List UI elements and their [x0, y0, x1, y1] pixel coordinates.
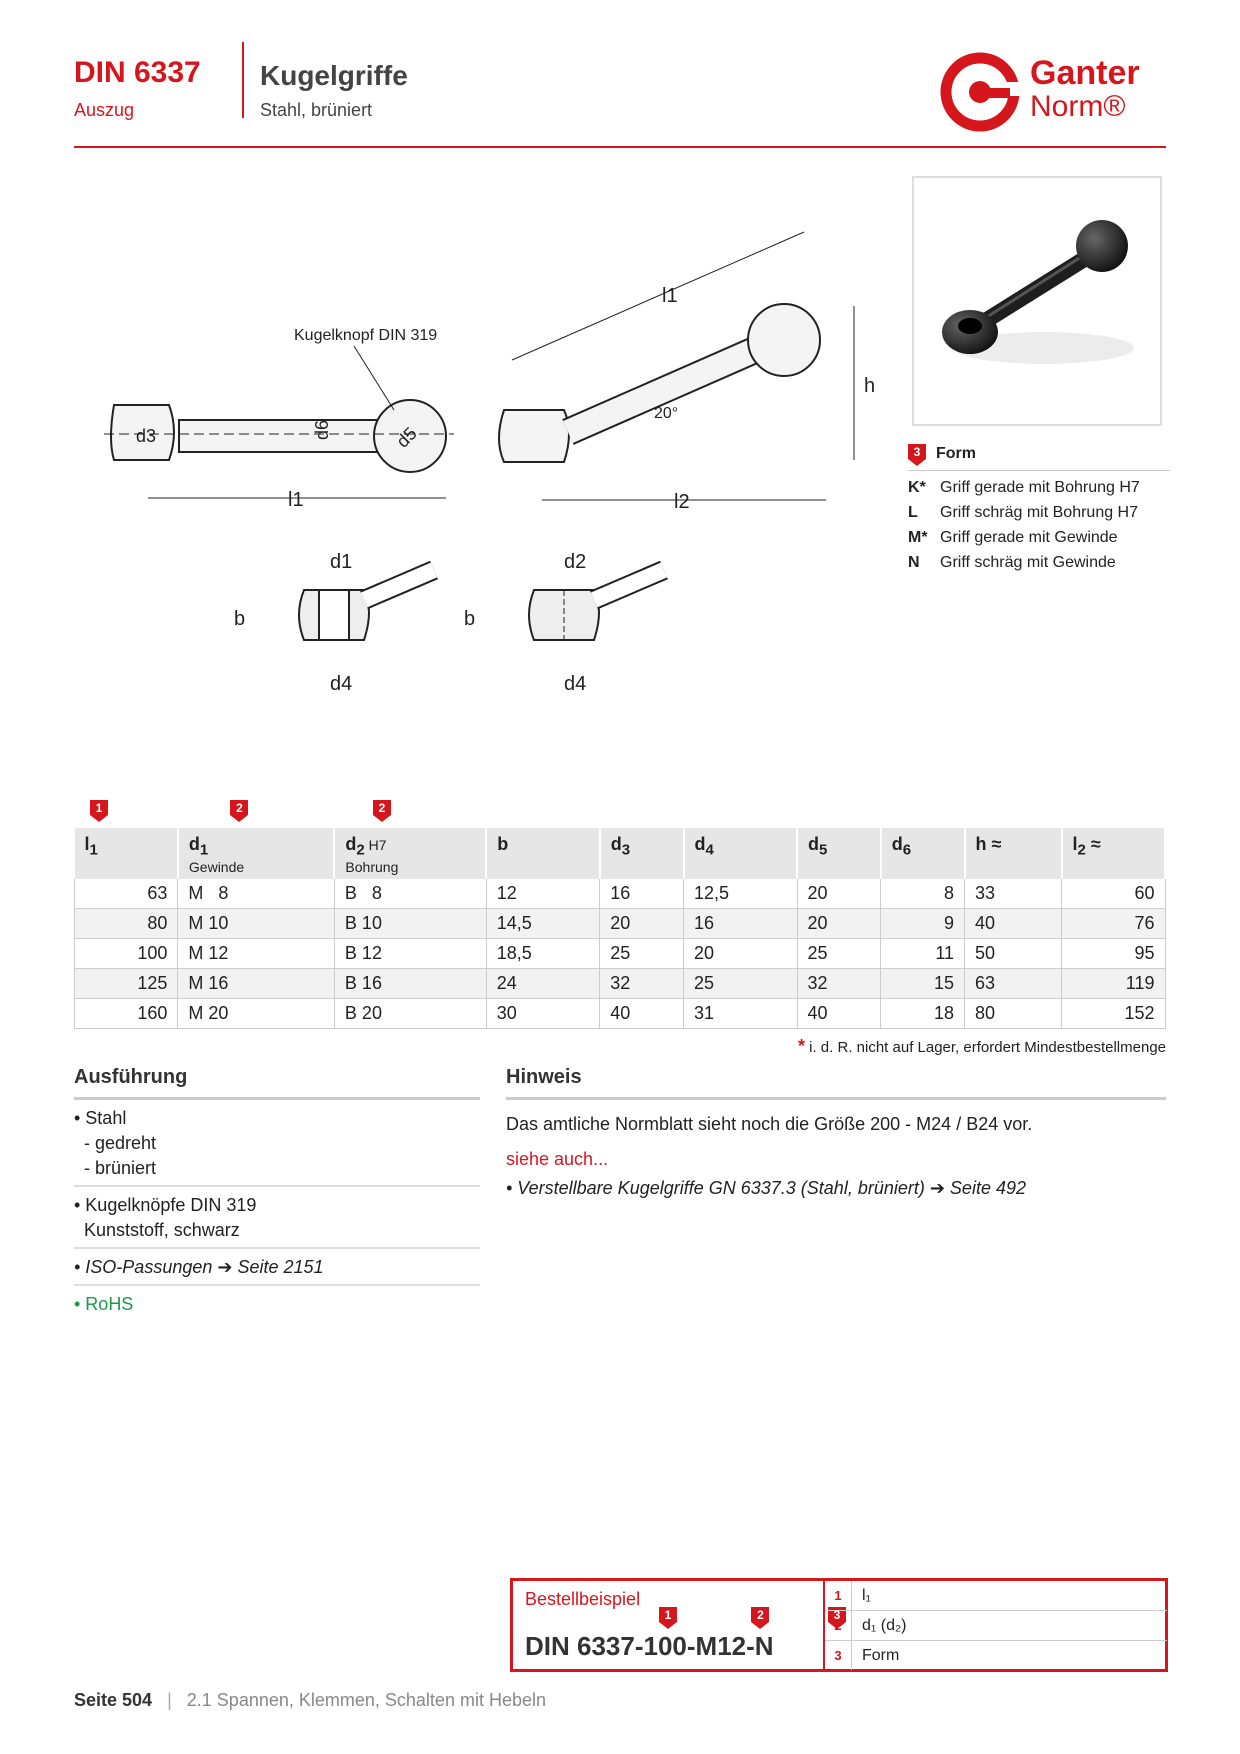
ausfuehrung-line: - brüniert	[74, 1158, 157, 1178]
table-cell: 16	[684, 908, 798, 938]
table-cell: 80	[75, 908, 178, 938]
page-footer: Seite 504 | 2.1 Spannen, Klemmen, Schalten mit Hebeln	[74, 1690, 546, 1710]
table-cell: 95	[1062, 938, 1165, 968]
section-name: 2.1 Spannen, Klemmen, Schalten mit Hebeln	[186, 1690, 546, 1710]
order-legend-row: 3 Form	[825, 1641, 1167, 1670]
table-cell: 119	[1062, 968, 1165, 998]
table-row	[75, 998, 1166, 1028]
form-legend-heading: 3 Form	[908, 444, 1170, 471]
table-cell: 152	[1062, 998, 1165, 1028]
ausfuehrung-line: • RoHS	[74, 1294, 134, 1314]
ausfuehrung-line: • ISO-Passungen ➔ Seite 2151	[74, 1257, 324, 1277]
col-header-d4: $d_4$	[684, 828, 798, 879]
logo-text-ganter: Ganter	[1030, 54, 1140, 92]
col-header-d2: $d_2$ H7 Bohrung	[334, 828, 486, 879]
technical-drawing	[74, 170, 894, 730]
table-cell: B 8	[334, 879, 486, 909]
ausfuehrung-line: Kunststoff, schwarz	[74, 1220, 240, 1240]
table-cell: 32	[797, 968, 881, 998]
table-cell: M 8	[178, 879, 335, 909]
svg-text:d4: d4	[330, 673, 353, 695]
table-cell: 9	[881, 908, 965, 938]
svg-text:b: b	[464, 608, 476, 630]
order-example-label: Bestellbeispiel	[525, 1589, 641, 1609]
table-cell: 25	[684, 968, 798, 998]
table-cell: 12,5	[684, 879, 798, 909]
header-divider	[242, 42, 244, 118]
col-header-d3: $d_3$	[600, 828, 684, 879]
svg-text:l1: l1	[288, 489, 304, 511]
table-cell: 25	[797, 938, 881, 968]
table-cell: B 10	[334, 908, 486, 938]
marker-badge: 3	[828, 1607, 846, 1627]
svg-text:l1: l1	[662, 285, 678, 307]
form-option: L Griff schräg mit Bohrung H7	[908, 503, 1139, 521]
svg-text:d5: d5	[392, 423, 421, 452]
page-number: Seite 504	[74, 1690, 153, 1710]
table-cell: 30	[486, 998, 600, 1028]
table-cell: 20	[797, 879, 881, 909]
col-header-d1: $d_1$ Gewinde	[178, 828, 335, 879]
table-header-row	[75, 828, 1166, 879]
form-option: N Griff schräg mit Gewinde	[908, 553, 1116, 571]
table-cell: 25	[600, 938, 684, 968]
table-cell: M 20	[178, 998, 335, 1028]
svg-text:d1: d1	[330, 551, 353, 573]
column-badges	[74, 800, 674, 824]
footnote: * i. d. R. nicht auf Lager, erfordert Mindestbestellmenge	[797, 1036, 1166, 1056]
straight-handle-drawing	[104, 327, 454, 511]
ausfuehrung-line: - gedreht	[74, 1133, 157, 1153]
table-cell: 15	[881, 968, 965, 998]
table-cell: 63	[75, 879, 178, 909]
table-cell: 40	[965, 908, 1062, 938]
form-option: K* Griff gerade mit Bohrung H7	[908, 478, 1140, 496]
product-photo	[912, 176, 1162, 426]
svg-text:h: h	[864, 375, 876, 397]
table-cell: 76	[1062, 908, 1165, 938]
table-cell: 50	[965, 938, 1062, 968]
table-cell: 40	[600, 998, 684, 1028]
material-subtitle: Stahl, brüniert	[260, 100, 373, 120]
ausfuehrung-item	[74, 1249, 480, 1286]
page-title: Kugelgriffe	[260, 60, 408, 91]
section-detail-thread	[464, 551, 664, 695]
see-also-link[interactable]: • Verstellbare Kugelgriffe GN 6337.3 (Stahl, brüniert) ➔ Seite 492	[506, 1178, 1026, 1198]
table-cell: 24	[486, 968, 600, 998]
order-legend	[823, 1581, 1167, 1669]
ganter-logo-icon	[940, 52, 1020, 132]
order-legend-row: 1 l₁	[825, 1581, 1167, 1611]
table-cell: B 20	[334, 998, 486, 1028]
col-header-l1: $l_1$	[75, 828, 178, 879]
ausfuehrung-line: • Kugelknöpfe DIN 319	[74, 1195, 257, 1215]
table-cell: 20	[684, 938, 798, 968]
order-legend-row: 2 d₁ (d₂)	[825, 1611, 1167, 1641]
table-cell: 63	[965, 968, 1062, 998]
ausfuehrung-item	[74, 1187, 480, 1249]
ausfuehrung-line: • Stahl	[74, 1108, 127, 1128]
order-example-left	[513, 1581, 841, 1669]
standard-subtitle: Auszug	[74, 100, 135, 120]
table-cell: 40	[797, 998, 881, 1028]
svg-text:l2: l2	[674, 491, 690, 513]
marker-badge: 2	[751, 1607, 769, 1627]
ausfuehrung-section	[74, 1066, 480, 1321]
ausfuehrung-item	[74, 1100, 480, 1187]
table-cell: 11	[881, 938, 965, 968]
col-header-h: h ≈	[965, 828, 1062, 879]
svg-text:d4: d4	[564, 673, 587, 695]
col-header-d6: $d_6$	[881, 828, 965, 879]
table-cell: 12	[486, 879, 600, 909]
table-cell: M 16	[178, 968, 335, 998]
marker-badge: 2	[373, 800, 391, 820]
table-cell: 160	[75, 998, 178, 1028]
table-cell: 33	[965, 879, 1062, 909]
col-header-l2: $l_2$ ≈	[1062, 828, 1165, 879]
logo-text-norm: Norm®	[1030, 90, 1126, 123]
table-cell: 16	[600, 879, 684, 909]
marker-badge: 2	[230, 800, 248, 820]
table-cell: 18	[881, 998, 965, 1028]
table-cell: 32	[600, 968, 684, 998]
col-header-b: b	[486, 828, 600, 879]
table-row	[75, 938, 1166, 968]
ausfuehrung-item	[74, 1286, 480, 1321]
marker-badge: 1	[659, 1607, 677, 1627]
marker-badge: 1	[90, 800, 108, 820]
angled-handle-drawing	[499, 232, 875, 513]
order-code: DIN 6337-100-M12-N	[525, 1631, 774, 1661]
order-example-box	[510, 1578, 1168, 1672]
see-also-label: siehe auch...	[506, 1149, 609, 1169]
table-cell: 18,5	[486, 938, 600, 968]
table-cell: 20	[600, 908, 684, 938]
hinweis-title: Hinweis	[506, 1066, 582, 1088]
table-row	[75, 879, 1166, 909]
table-cell: 20	[797, 908, 881, 938]
table-row	[75, 908, 1166, 938]
section-rule	[506, 1097, 1166, 1100]
marker-badge: 3	[908, 444, 926, 464]
svg-text:d6: d6	[312, 419, 332, 440]
table-cell: M 10	[178, 908, 335, 938]
table-cell: 100	[75, 938, 178, 968]
svg-text:20°: 20°	[654, 405, 679, 422]
section-detail-bore	[234, 551, 434, 695]
ball-label: Kugelknopf DIN 319	[294, 327, 438, 344]
hinweis-text: Das amtliche Normblatt sieht noch die Größe 200 - M24 / B24 vor.	[506, 1114, 1033, 1134]
table-cell: 8	[881, 879, 965, 909]
svg-text:d2: d2	[564, 551, 587, 573]
table-cell: 125	[75, 968, 178, 998]
table-cell: 31	[684, 998, 798, 1028]
table-cell: M 12	[178, 938, 335, 968]
ausfuehrung-title: Ausführung	[74, 1066, 188, 1088]
dimensions-table	[74, 828, 1166, 1029]
form-legend	[908, 444, 1170, 575]
table-cell: 80	[965, 998, 1062, 1028]
table-cell: B 16	[334, 968, 486, 998]
table-cell: 60	[1062, 879, 1165, 909]
form-option: M* Griff gerade mit Gewinde	[908, 528, 1118, 546]
header-rule	[74, 146, 1166, 148]
table-cell: 14,5	[486, 908, 600, 938]
standard-code: DIN 6337	[74, 56, 201, 89]
table-row	[75, 968, 1166, 998]
table-cell: B 12	[334, 938, 486, 968]
hinweis-section	[506, 1066, 1166, 1199]
col-header-d5: $d_5$	[797, 828, 881, 879]
svg-text:d3: d3	[136, 426, 157, 446]
svg-text:b: b	[234, 608, 246, 630]
